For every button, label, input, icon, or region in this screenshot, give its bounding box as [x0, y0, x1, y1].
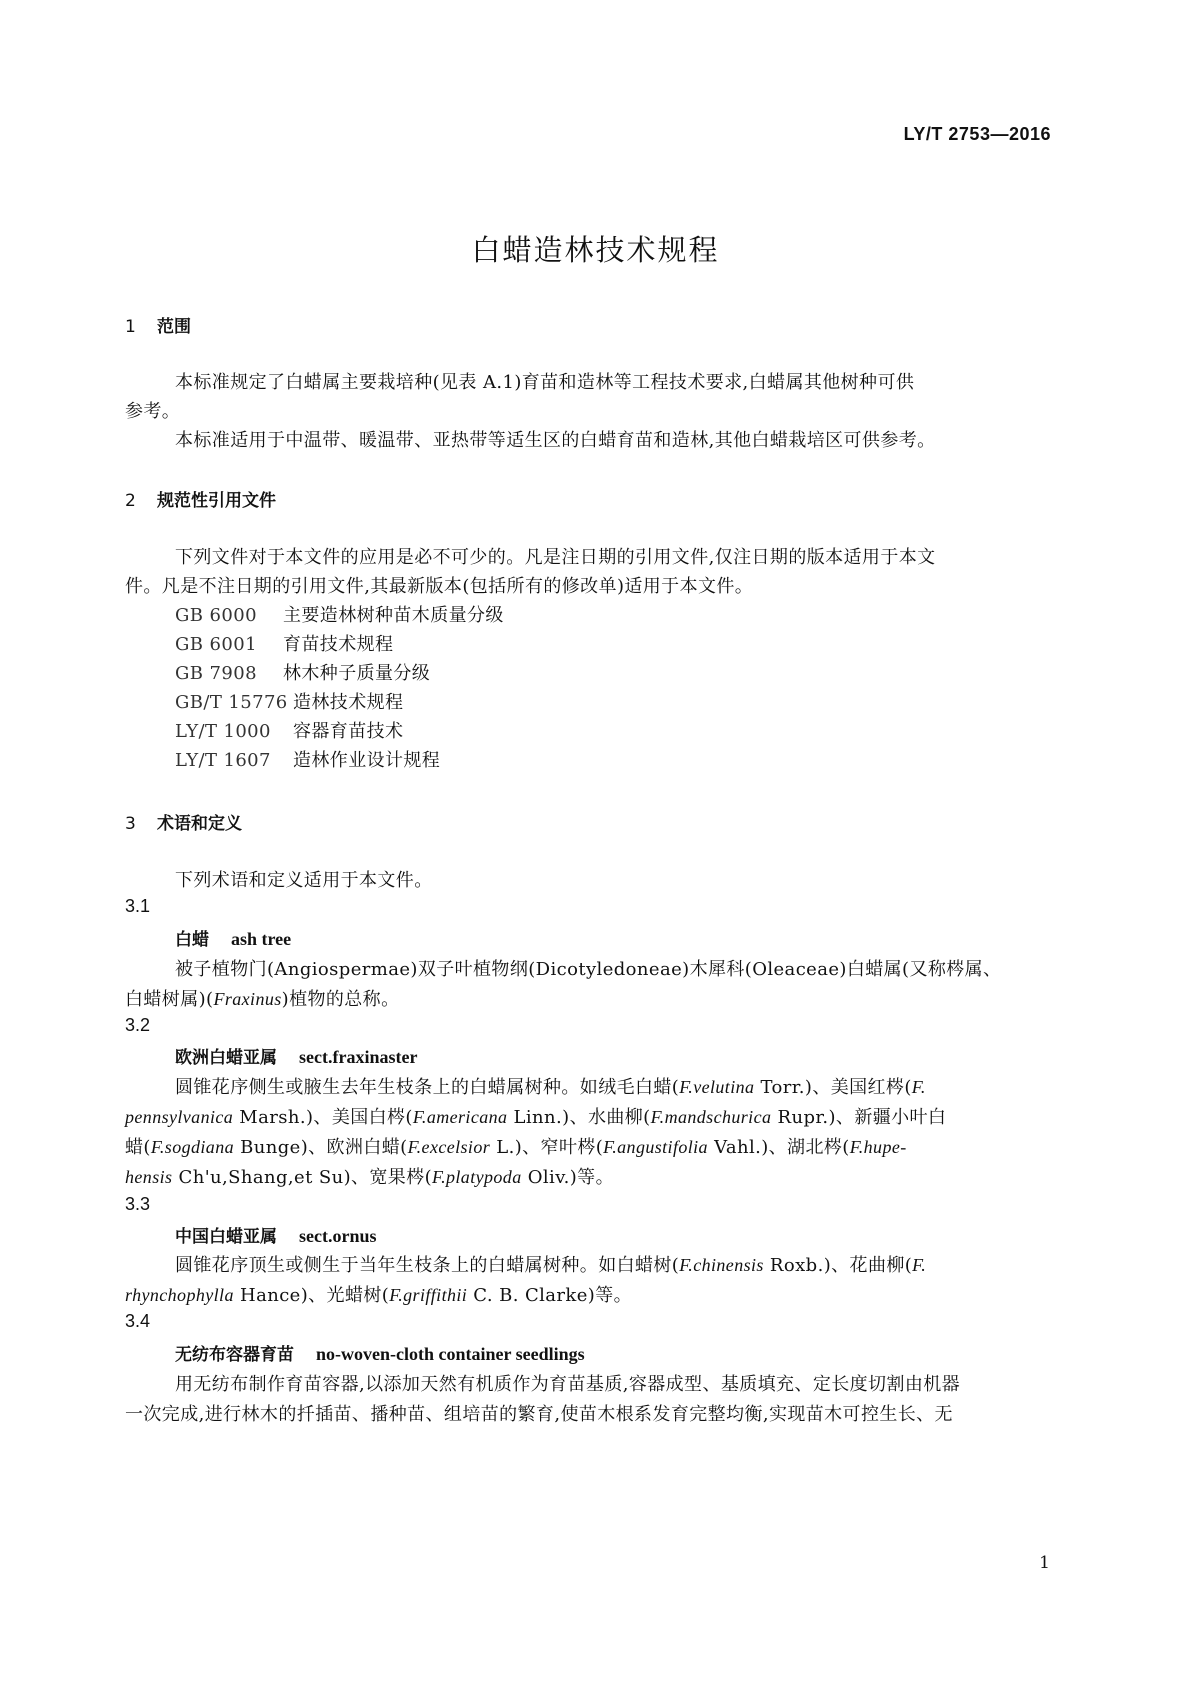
section-title: 范围	[157, 317, 191, 337]
section-number: 3	[125, 814, 136, 834]
italic-name: F.platypoda	[432, 1167, 522, 1187]
term-number: 3.2	[125, 1015, 151, 1035]
text: Vahl.)、湖北梣(	[707, 1137, 850, 1158]
section-title: 术语和定义	[157, 814, 242, 834]
text: 圆锥花序顶生或侧生于当年生枝条上的白蜡属树种。如白蜡树(	[175, 1255, 680, 1276]
reference-code: LY/T 1607	[175, 750, 271, 771]
term-en: sect.fraxinaster	[299, 1047, 418, 1067]
definition-line	[125, 1163, 614, 1189]
reference-title: 造林技术规程	[293, 692, 404, 713]
reference-title: 容器育苗技术	[293, 721, 404, 742]
paragraph: 本标准规定了白蜡属主要栽培种(见表 A.1)育苗和造林等工程技术要求,白蜡属其他树种可供	[175, 372, 915, 393]
document-code: LY/T 2753—2016	[903, 124, 1051, 144]
italic-name: Fraxinus	[213, 989, 282, 1009]
term-en: sect.ornus	[299, 1226, 377, 1246]
reference-item	[175, 630, 393, 656]
italic-name: hensis	[125, 1167, 173, 1187]
italic-name: F.hupe-	[849, 1137, 907, 1157]
paragraph: 参考。	[125, 401, 181, 422]
reference-title: 主要造林树种苗木质量分级	[283, 605, 504, 626]
page-number: 1	[1039, 1553, 1050, 1573]
term-number: 3.4	[125, 1311, 151, 1331]
italic-name: F.angustifolia	[603, 1137, 708, 1157]
text: 圆锥花序侧生或腋生去年生枝条上的白蜡属树种。如绒毛白蜡(	[175, 1077, 680, 1098]
reference-item	[175, 717, 403, 743]
italic-name: F.	[911, 1077, 926, 1097]
term-zh: 白蜡	[175, 930, 209, 950]
reference-code: GB 6000	[175, 605, 257, 626]
text: Roxb.)、花曲柳(	[763, 1255, 913, 1276]
section-title: 规范性引用文件	[157, 491, 276, 511]
reference-code: GB 7908	[175, 663, 257, 684]
text: Bunge)、欧洲白蜡(	[234, 1137, 408, 1158]
italic-name: F.excelsior	[407, 1137, 491, 1157]
text: 白蜡树属)(	[125, 989, 214, 1010]
definition-line: 用无纺布制作育苗容器,以添加天然有机质作为育苗基质,容器成型、基质填充、定长度切割由机器	[175, 1374, 961, 1395]
term-en: no-woven-cloth container seedlings	[316, 1344, 585, 1364]
term-heading	[175, 925, 291, 950]
italic-name: F.griffithii	[389, 1285, 468, 1305]
text: Ch'u,Shang,et Su)、宽果梣(	[172, 1167, 433, 1188]
term-heading	[175, 1340, 585, 1365]
reference-item	[175, 746, 440, 772]
section-1-heading	[125, 312, 191, 337]
paragraph: 件。凡是不注日期的引用文件,其最新版本(包括所有的修改单)适用于本文件。	[125, 576, 754, 597]
reference-title: 育苗技术规程	[283, 634, 394, 655]
section-2-heading	[125, 486, 276, 511]
section-number: 1	[125, 317, 136, 337]
text: L.)、窄叶梣(	[490, 1137, 604, 1158]
text: Torr.)、美国红梣(	[754, 1077, 912, 1098]
italic-name: F.mandschurica	[650, 1107, 772, 1127]
section-number: 2	[125, 491, 136, 511]
text: )植物的总称。	[281, 989, 400, 1010]
reference-title: 林木种子质量分级	[283, 663, 431, 684]
term-zh: 无纺布容器育苗	[175, 1345, 294, 1365]
paragraph: 下列文件对于本文件的应用是必不可少的。凡是注日期的引用文件,仅注日期的版本适用于本文	[175, 547, 936, 568]
definition-line: 一次完成,进行林木的扦插苗、播种苗、组培苗的繁育,使苗木根系发育完整均衡,实现苗木可控生长、无	[125, 1404, 953, 1425]
term-zh: 中国白蜡亚属	[175, 1227, 277, 1247]
italic-name: F.sogdiana	[150, 1137, 235, 1157]
definition-line	[175, 1073, 926, 1099]
reference-code: LY/T 1000	[175, 721, 271, 742]
reference-item	[175, 601, 504, 627]
text: Hance)、光蜡树(	[233, 1285, 390, 1306]
text: Linn.)、水曲柳(	[507, 1107, 651, 1128]
page-title: 白蜡造林技术规程	[471, 233, 720, 267]
reference-item	[175, 688, 403, 714]
definition-line	[175, 1251, 926, 1277]
text: Marsh.)、美国白梣(	[233, 1107, 413, 1128]
text: 蜡(	[125, 1137, 151, 1158]
italic-name: pennsylvanica	[125, 1107, 234, 1127]
term-heading	[175, 1043, 417, 1068]
text: C. B. Clarke)等。	[467, 1285, 633, 1306]
definition-line	[125, 1103, 946, 1129]
reference-code: GB 6001	[175, 634, 257, 655]
reference-title: 造林作业设计规程	[293, 750, 441, 771]
term-number: 3.1	[125, 896, 151, 916]
paragraph: 本标准适用于中温带、暖温带、亚热带等适生区的白蜡育苗和造林,其他白蜡栽培区可供参考。	[175, 430, 936, 451]
term-heading	[175, 1222, 377, 1247]
definition-line	[125, 1281, 632, 1307]
italic-name: F.velutina	[679, 1077, 755, 1097]
definition-line	[125, 1133, 907, 1159]
term-number: 3.3	[125, 1194, 151, 1214]
italic-name: F.chinensis	[679, 1255, 764, 1275]
definition-line	[125, 985, 399, 1011]
italic-name: F.	[912, 1255, 927, 1275]
definition-line: 被子植物门(Angiospermae)双子叶植物纲(Dicotyledoneae)木犀科(Oleaceae)白蜡属(又称梣属、	[175, 959, 1002, 980]
text: Oliv.)等。	[521, 1167, 614, 1188]
reference-item	[175, 659, 430, 685]
reference-code: GB/T 15776	[175, 692, 288, 713]
italic-name: F.americana	[412, 1107, 508, 1127]
section-3-heading	[125, 809, 242, 834]
term-en: ash tree	[231, 929, 292, 949]
text: Rupr.)、新疆小叶白	[771, 1107, 947, 1128]
paragraph: 下列术语和定义适用于本文件。	[175, 870, 433, 891]
italic-name: rhynchophylla	[125, 1285, 234, 1305]
term-zh: 欧洲白蜡亚属	[175, 1048, 277, 1068]
